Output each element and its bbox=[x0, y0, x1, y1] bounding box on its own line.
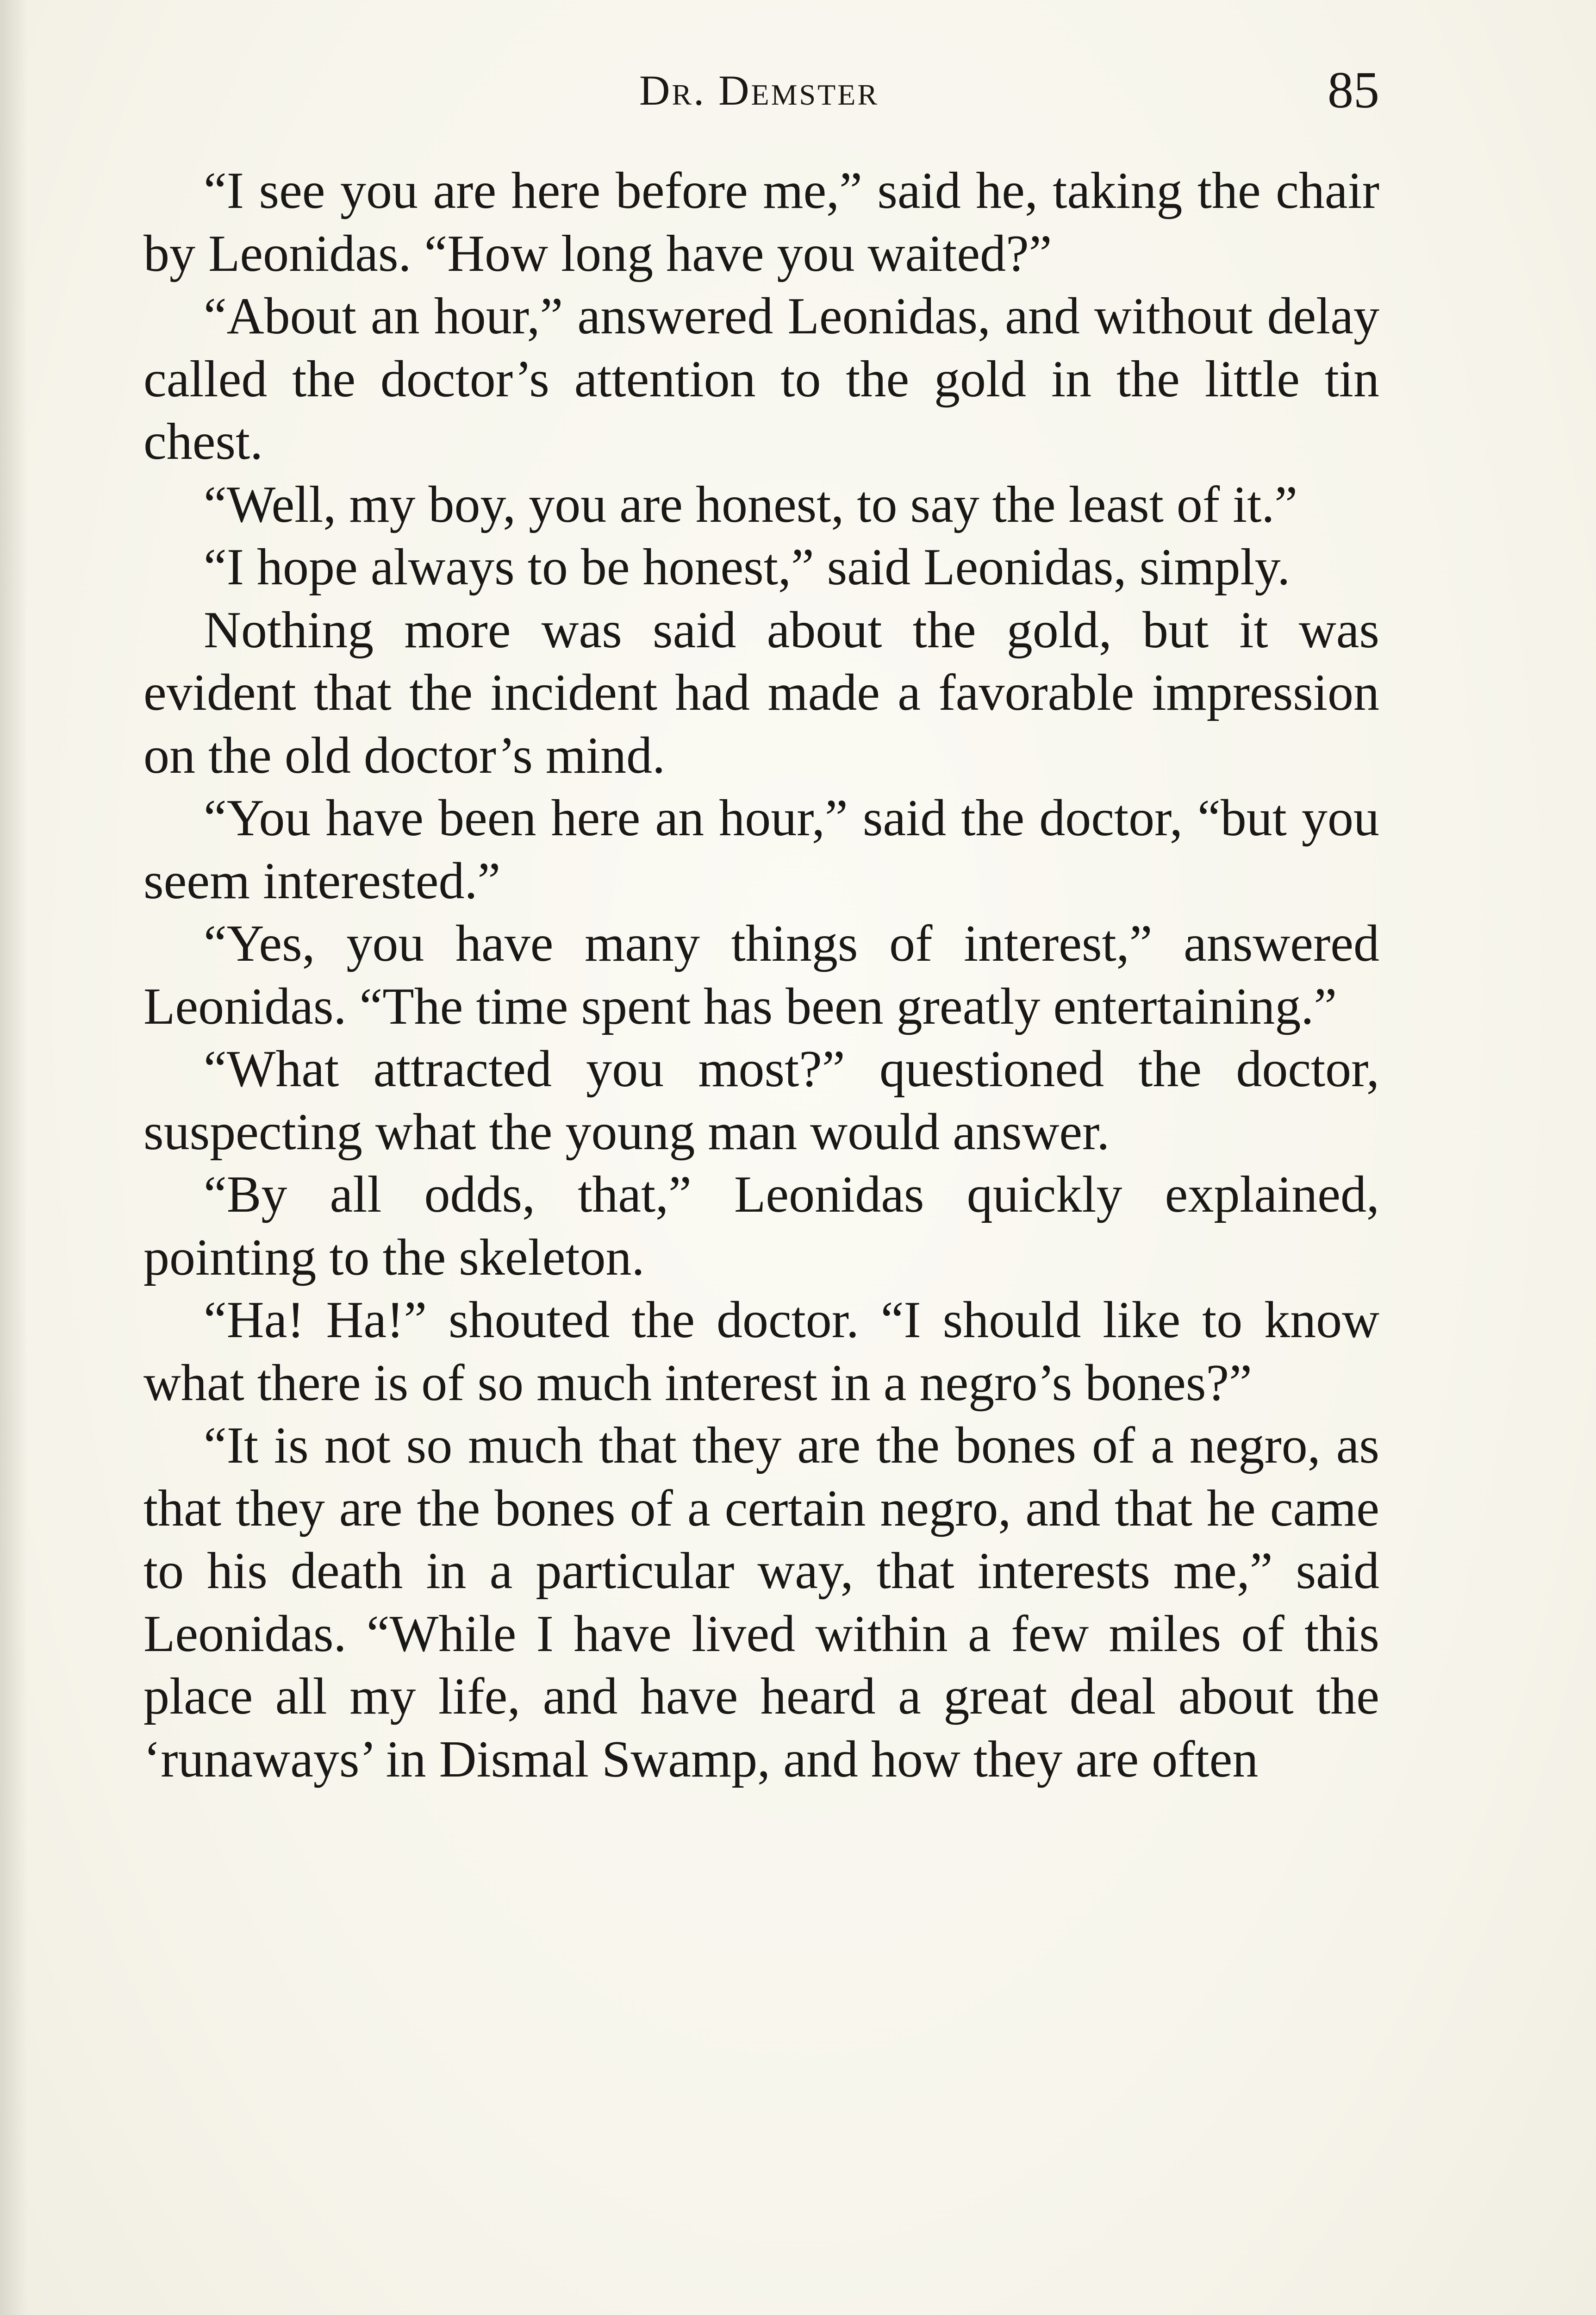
running-head: Dr. Demster bbox=[639, 67, 879, 114]
paragraph: “Yes, you have many things of interest,” answered Leonidas. “The time spent has been greatly entertaining.” bbox=[143, 915, 1379, 1035]
paragraph: “I see you are here before me,” said he, taking the chair by Leonidas. “How long have you waited?” bbox=[143, 162, 1379, 282]
paragraph: Nothing more was said about the gold, but it was evident that the incident had made a favorable impression on the old doctor’s mind. bbox=[143, 601, 1379, 784]
page-number: 85 bbox=[1328, 62, 1379, 119]
paragraph: “You have been here an hour,” said the doctor, “but you seem interested.” bbox=[143, 789, 1379, 910]
paragraph: “By all odds, that,” Leonidas quickly explained, pointing to the skeleton. bbox=[143, 1166, 1379, 1286]
paragraph: “I hope always to be honest,” said Leonidas, simply. bbox=[204, 538, 1291, 596]
body-text bbox=[143, 160, 1379, 1791]
spine-shadow bbox=[0, 0, 28, 2315]
paragraph: “What attracted you most?” questioned the doctor, suspecting what the young man would answer. bbox=[143, 1040, 1379, 1161]
page-header bbox=[139, 60, 1379, 120]
paragraph: “Well, my boy, you are honest, to say the least of it.” bbox=[204, 476, 1298, 533]
paragraph: “About an hour,” answered Leonidas, and without delay called the doctor’s attention to the gold in the little tin chest. bbox=[143, 288, 1379, 470]
paragraph: “Ha! Ha!” shouted the doctor. “I should like to know what there is of so much interest in a negro’s bones?” bbox=[143, 1291, 1379, 1412]
paragraph: “It is not so much that they are the bones of a negro, as that they are the bones of a certain negro, and that he came to his death in a particular way, that interests me,” said Leonidas. “While I have lived within a few miles of this place all my life, and have heard a great deal about the ‘runaways’ in Dismal Swamp, and how they are often bbox=[143, 1417, 1379, 1788]
